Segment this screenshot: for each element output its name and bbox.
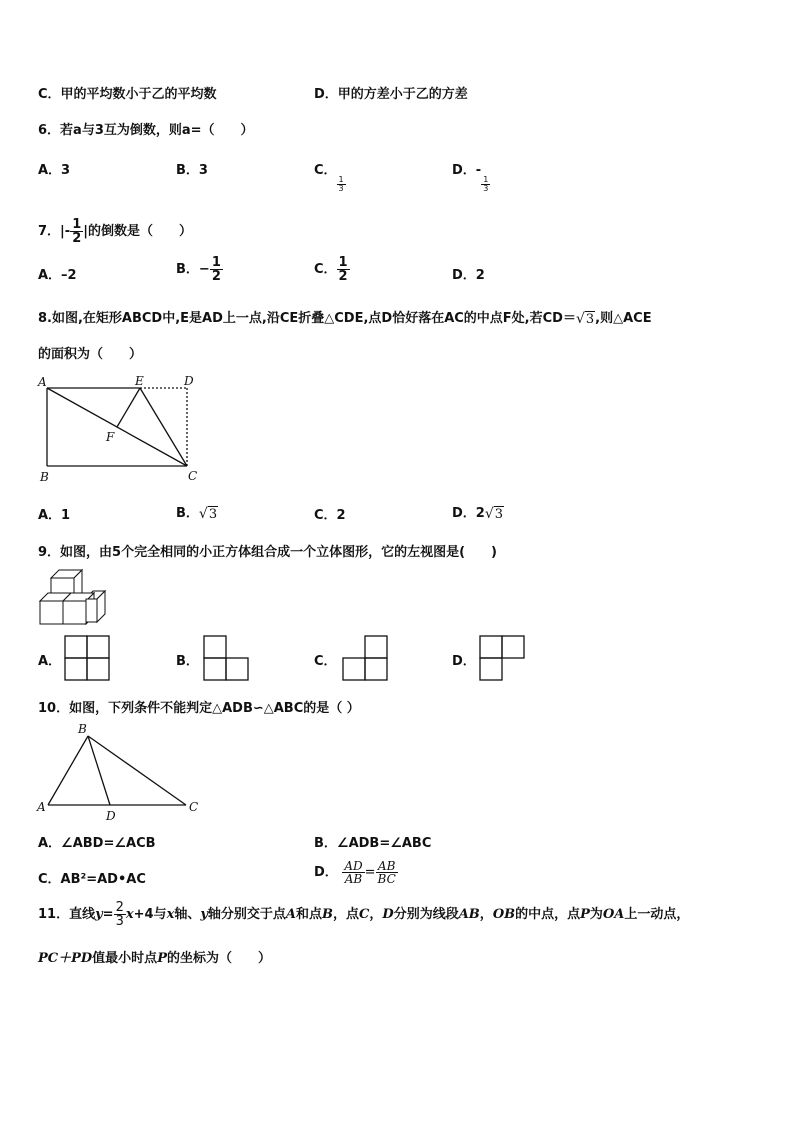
label-e: E bbox=[135, 374, 144, 388]
label-a: A bbox=[38, 375, 47, 389]
math-var: OA bbox=[602, 907, 625, 922]
frac-numerator: 1 bbox=[338, 255, 348, 270]
frac-denominator: 3 bbox=[115, 914, 124, 929]
q9-option-c-label: C． bbox=[314, 654, 337, 669]
frac-denominator: 3 bbox=[483, 184, 489, 193]
segment-bd bbox=[88, 736, 110, 805]
frac-denominator: 2 bbox=[211, 269, 221, 284]
q8-option-a: A．1 bbox=[38, 508, 71, 523]
q8-option-d-label: D．2 bbox=[452, 506, 485, 521]
q7-stem-suffix: |的倒数是（ ） bbox=[83, 224, 192, 239]
q10-option-d-label: D． bbox=[314, 865, 338, 880]
q6-stem: 6．若a与3互为倒数，则a=（ ） bbox=[38, 123, 254, 138]
q11-text: 分别为线段 bbox=[393, 907, 459, 922]
math-var: P bbox=[580, 907, 590, 922]
q7-option-a: A．–2 bbox=[38, 268, 77, 283]
q7-option-d: D．2 bbox=[452, 268, 485, 283]
q11-stem-line2 bbox=[38, 947, 271, 966]
equals-sign: = bbox=[364, 865, 376, 880]
radical-sign-icon: √ bbox=[484, 505, 494, 522]
q10-option-d bbox=[314, 860, 398, 885]
q5-option-c: C．甲的平均数小于乙的平均数 bbox=[38, 87, 217, 102]
label-c: C bbox=[188, 469, 198, 483]
q10-option-c: C．AB²=AD•AC bbox=[38, 872, 146, 887]
math-var: x bbox=[125, 907, 134, 922]
math-var: y bbox=[95, 907, 103, 922]
q6-option-b: B．3 bbox=[176, 163, 208, 178]
frac-numerator: 1 bbox=[338, 175, 344, 184]
q11-text: ，点 bbox=[333, 907, 360, 922]
math-var: C bbox=[359, 907, 370, 922]
frac-numerator: 1 bbox=[211, 255, 221, 270]
frac-numerator: 2 bbox=[115, 900, 124, 915]
q11-text: 的中点，点 bbox=[515, 907, 581, 922]
segment-bc bbox=[88, 736, 186, 805]
label-d: D bbox=[106, 809, 116, 823]
q6-option-a: A．3 bbox=[38, 163, 71, 178]
q11-text: +4与 bbox=[133, 907, 167, 922]
label-b: B bbox=[78, 722, 87, 736]
q7-stem-prefix: 7．|- bbox=[38, 224, 71, 239]
q11-text: ， bbox=[479, 907, 493, 922]
q10-option-d-fraction-1 bbox=[342, 860, 364, 885]
q10-option-a: A．∠ABD=∠ACB bbox=[38, 836, 156, 851]
math-var: AB bbox=[458, 907, 480, 922]
label-f: F bbox=[106, 430, 115, 444]
math-var: B bbox=[322, 907, 334, 922]
math-var: A bbox=[285, 907, 297, 922]
label-d: D bbox=[184, 374, 194, 388]
q11-text: 轴、 bbox=[174, 907, 201, 922]
q11-text: 11．直线 bbox=[38, 907, 96, 922]
label-a: A bbox=[37, 800, 46, 814]
frac-denominator: AB bbox=[344, 872, 363, 886]
q9-option-b-label: B． bbox=[176, 654, 199, 669]
frac-numerator: 1 bbox=[72, 217, 82, 232]
q7-option-b-label: B．− bbox=[176, 262, 210, 277]
q10-option-d-fraction-2 bbox=[376, 860, 398, 885]
label-c: C bbox=[189, 800, 199, 814]
radicand: 3 bbox=[494, 506, 504, 522]
q5-option-d: D．甲的方差小于乙的方差 bbox=[314, 87, 468, 102]
radicand: 3 bbox=[585, 311, 595, 327]
q7-option-c-label: C． bbox=[314, 262, 337, 277]
q11-text: 的坐标为（ ） bbox=[166, 951, 271, 966]
q8-stem-text-end: ,则△ACE bbox=[595, 311, 652, 326]
radicand: 3 bbox=[208, 506, 218, 522]
math-var: y bbox=[200, 907, 208, 922]
q8-option-c: C．2 bbox=[314, 508, 346, 523]
q6-option-c-label: C． bbox=[314, 163, 337, 178]
q8-option-b-label: B． bbox=[176, 506, 199, 521]
frac-numerator: AB bbox=[376, 860, 398, 873]
q11-text: 为 bbox=[589, 907, 603, 922]
math-var: OB bbox=[492, 907, 516, 922]
math-expression: PC＋PD bbox=[38, 951, 93, 966]
q9-stem: 9．如图，由5个完全相同的小正方体组合成一个立体图形，它的左视图是( ) bbox=[38, 545, 497, 560]
q10-option-b: B．∠ADB=∠ABC bbox=[314, 836, 432, 851]
frac-denominator: BC bbox=[377, 872, 396, 886]
frac-numerator: 1 bbox=[483, 175, 489, 184]
q9-option-d-label: D． bbox=[452, 654, 476, 669]
frac-denominator: 2 bbox=[338, 269, 348, 284]
frac-denominator: 3 bbox=[338, 184, 344, 193]
math-var: D bbox=[382, 907, 394, 922]
math-var: P bbox=[157, 951, 167, 966]
q11-stem-line1 bbox=[38, 901, 689, 928]
radical-sign-icon: √ bbox=[198, 505, 208, 522]
q9-option-a-label: A． bbox=[38, 654, 62, 669]
equals-sign: = bbox=[102, 907, 114, 922]
q8-stem-line2: 的面积为（ ） bbox=[38, 347, 143, 362]
q11-text: 和点 bbox=[296, 907, 323, 922]
q11-fraction bbox=[114, 901, 126, 928]
q11-text: 上一动点， bbox=[624, 907, 690, 922]
q6-option-d-label: D．- bbox=[452, 163, 482, 178]
q11-text: ， bbox=[369, 907, 383, 922]
segment-ab bbox=[48, 736, 88, 805]
q10-stem: 10．如图，下列条件不能判定△ADB∽△ABC的是（ ） bbox=[38, 701, 360, 716]
q11-text: 轴分别交于点 bbox=[207, 907, 286, 922]
frac-numerator: AD bbox=[344, 859, 363, 873]
radical-sign-icon: √ bbox=[575, 310, 585, 327]
math-var: x bbox=[166, 907, 175, 922]
frac-denominator: 2 bbox=[72, 231, 82, 246]
q8-stem-text: 8.如图,在矩形ABCD中,E是AD上一点,沿CE折叠△CDE,点D恰好落在AC的中点F处,若CD＝ bbox=[38, 311, 576, 326]
label-b: B bbox=[40, 470, 49, 484]
q11-text: 值最小时点 bbox=[92, 951, 158, 966]
